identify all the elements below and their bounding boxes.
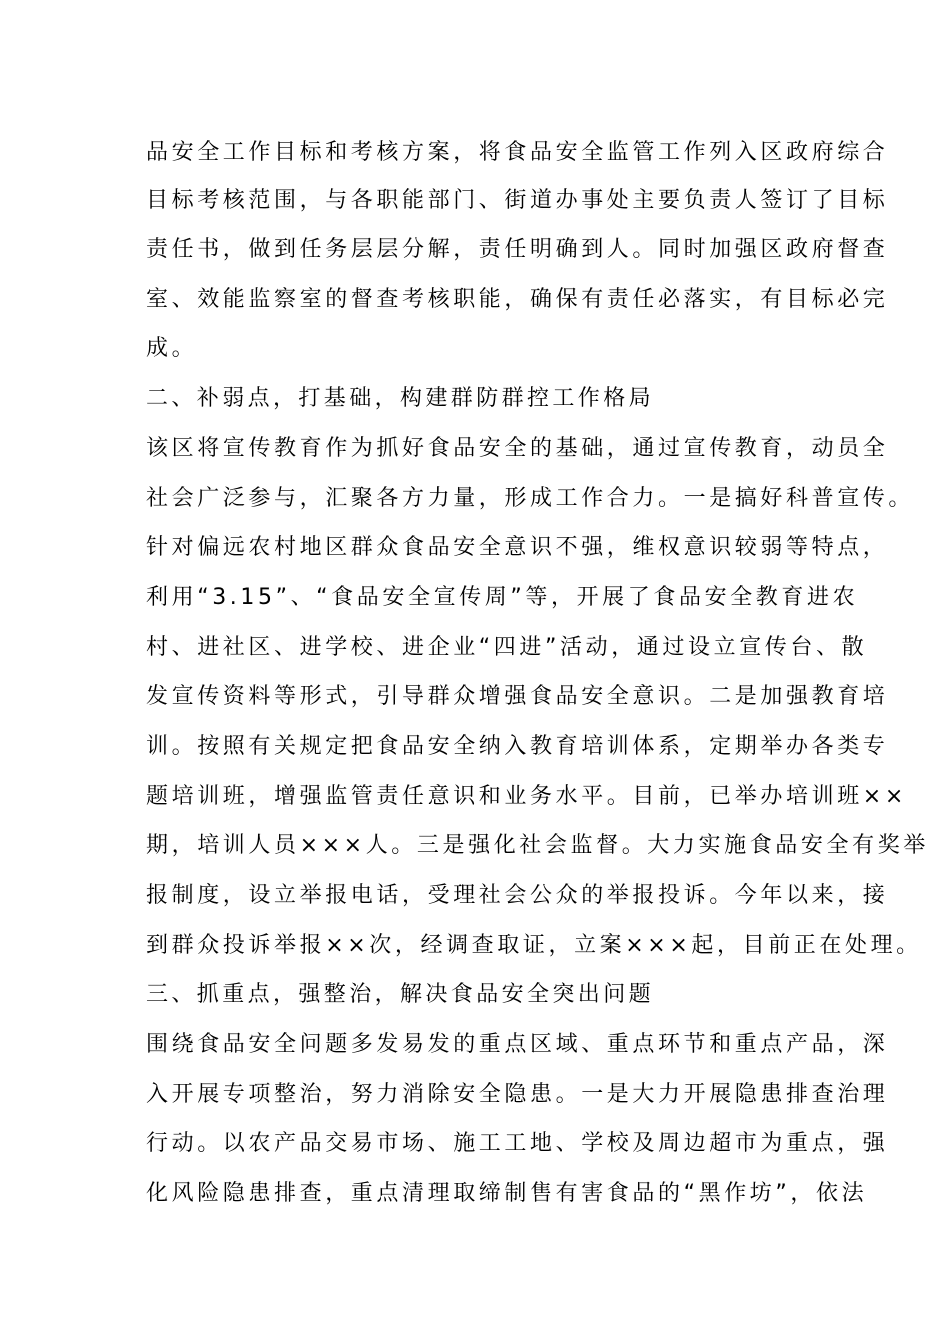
section-heading-2: 二、补弱点，打基础，构建群防群控工作格局 xyxy=(146,386,655,411)
text-line-7: 该区将宣传教育作为抓好食品安全的基础，通过宣传教育，动员全 xyxy=(146,436,889,461)
text-line-17: 到群众投诉举报××次，经调查取证，立案×××起，目前正在处理。 xyxy=(146,933,922,958)
text-line-8: 社会广泛参与，汇聚各方力量，形成工作合力。一是搞好科普宣传。 xyxy=(146,486,915,511)
text-line-21: 行动。以农产品交易市场、施工工地、学校及周边超市为重点，强 xyxy=(146,1131,889,1156)
text-line-13: 训。按照有关规定把食品安全纳入教育培训体系，定期举办各类专 xyxy=(146,734,889,759)
section-heading-3: 三、抓重点，强整治，解决食品安全突出问题 xyxy=(146,982,655,1007)
text-line-20: 入开展专项整治，努力消除安全隐患。一是大力开展隐患排查治理 xyxy=(146,1082,889,1107)
text-line-11: 村、进社区、进学校、进企业“四进”活动，通过设立宣传台、散 xyxy=(146,635,868,660)
text-line-3: 责任书，做到任务层层分解，责任明确到人。同时加强区政府督查 xyxy=(146,237,889,262)
text-line-14: 题培训班，增强监管责任意识和业务水平。目前，已举办培训班×× xyxy=(146,784,907,809)
text-line-4: 室、效能监察室的督查考核职能，确保有责任必落实，有目标必完 xyxy=(146,287,889,312)
text-line-9: 针对偏远农村地区群众食品安全意识不强，维权意识较弱等特点， xyxy=(146,535,889,560)
text-line-22: 化风险隐患排查，重点清理取缔制售有害食品的“黑作坊”，依法 xyxy=(146,1181,868,1206)
text-line-16: 报制度，设立举报电话，受理社会公众的举报投诉。今年以来，接 xyxy=(146,883,889,908)
text-line-2: 目标考核范围，与各职能部门、街道办事处主要负责人签订了目标 xyxy=(146,188,889,213)
text-line-15: 期，培训人员×××人。三是强化社会监督。大力实施食品安全有奖举 xyxy=(146,833,929,858)
text-line-5: 成。 xyxy=(146,336,198,361)
text-line-10: 利用“3.15”、“食品安全宣传周”等，开展了食品安全教育进农 xyxy=(146,585,859,610)
text-line-19: 围绕食品安全问题多发易发的重点区域、重点环节和重点产品，深 xyxy=(146,1032,889,1057)
text-line-1: 品安全工作目标和考核方案，将食品安全监管工作列入区政府综合 xyxy=(146,140,889,165)
text-line-12: 发宣传资料等形式，引导群众增强食品安全意识。二是加强教育培 xyxy=(146,684,889,709)
